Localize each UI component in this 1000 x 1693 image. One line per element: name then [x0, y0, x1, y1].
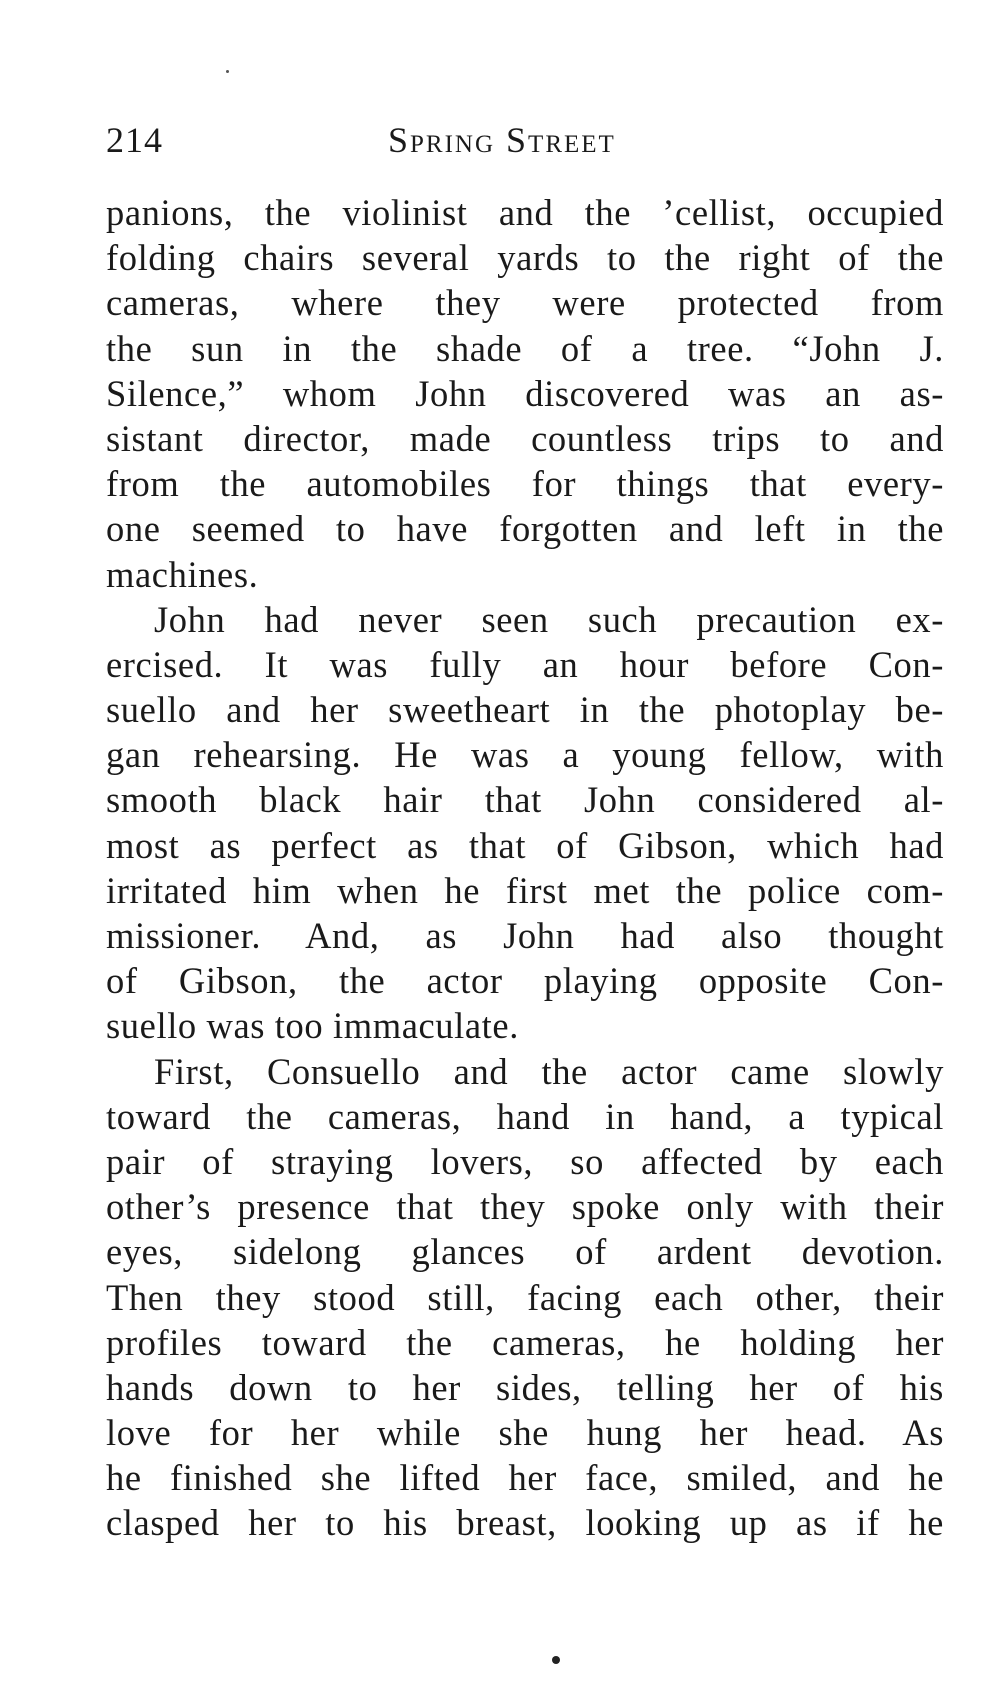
text-line: clasped her to his breast, looking up as if he [106, 1502, 944, 1544]
text-line: hands down to her sides, telling her of his [106, 1366, 944, 1408]
text-line: most as perfect as that of Gibson, which had [106, 824, 944, 866]
text-line: cameras, where they were protected from [106, 282, 944, 324]
page-speck [552, 1656, 560, 1664]
text-line: love for her while she hung her head. As [106, 1412, 944, 1454]
paragraph-start-line: First, Consuello and the actor came slowly [154, 1050, 944, 1092]
text-line: machines. [106, 553, 259, 595]
text-line: suello and her sweetheart in the photoplay be- [106, 689, 944, 731]
text-line: other’s presence that they spoke only with their [106, 1186, 944, 1228]
text-line: missioner. And, as John had also thought [106, 915, 944, 956]
text-line: Then they stood still, facing each other, their [106, 1276, 944, 1318]
text-line: folding chairs several yards to the right of the [106, 237, 944, 279]
text-line: toward the cameras, hand in hand, a typical [106, 1095, 944, 1137]
text-line: of Gibson, the actor playing opposite Con- [106, 960, 944, 1002]
text-line: sistant director, made countless trips to and [106, 417, 944, 459]
text-line: the sun in the shade of a tree. “John J. [106, 327, 944, 369]
text-line: eyes, sidelong glances of ardent devotion. [106, 1231, 944, 1273]
text-line: profiles toward the cameras, he holding her [106, 1321, 944, 1363]
text-line: one seemed to have forgotten and left in the [106, 508, 944, 550]
running-title: Spring Street [388, 120, 616, 160]
text-line: irritated him when he first met the police com- [106, 869, 944, 911]
text-line: from the automobiles for things that every- [106, 463, 944, 505]
text-line: suello was too immaculate. [106, 1005, 519, 1047]
text-line: Silence,” whom John discovered was an as- [106, 372, 944, 414]
text-line: panions, the violinist and the ’cellist, occupied [106, 192, 944, 233]
body-text [106, 190, 944, 1546]
page-speck [226, 70, 229, 73]
text-line: ercised. It was fully an hour before Con- [106, 643, 944, 685]
text-line: gan rehearsing. He was a young fellow, with [106, 734, 944, 776]
text-line: smooth black hair that John considered al- [106, 779, 944, 821]
text-line: pair of straying lovers, so affected by each [106, 1140, 944, 1182]
page-number: 214 [106, 120, 163, 160]
paragraph-start-line: John had never seen such precaution ex- [154, 598, 944, 640]
text-line: he finished she lifted her face, smiled, and he [106, 1457, 944, 1499]
